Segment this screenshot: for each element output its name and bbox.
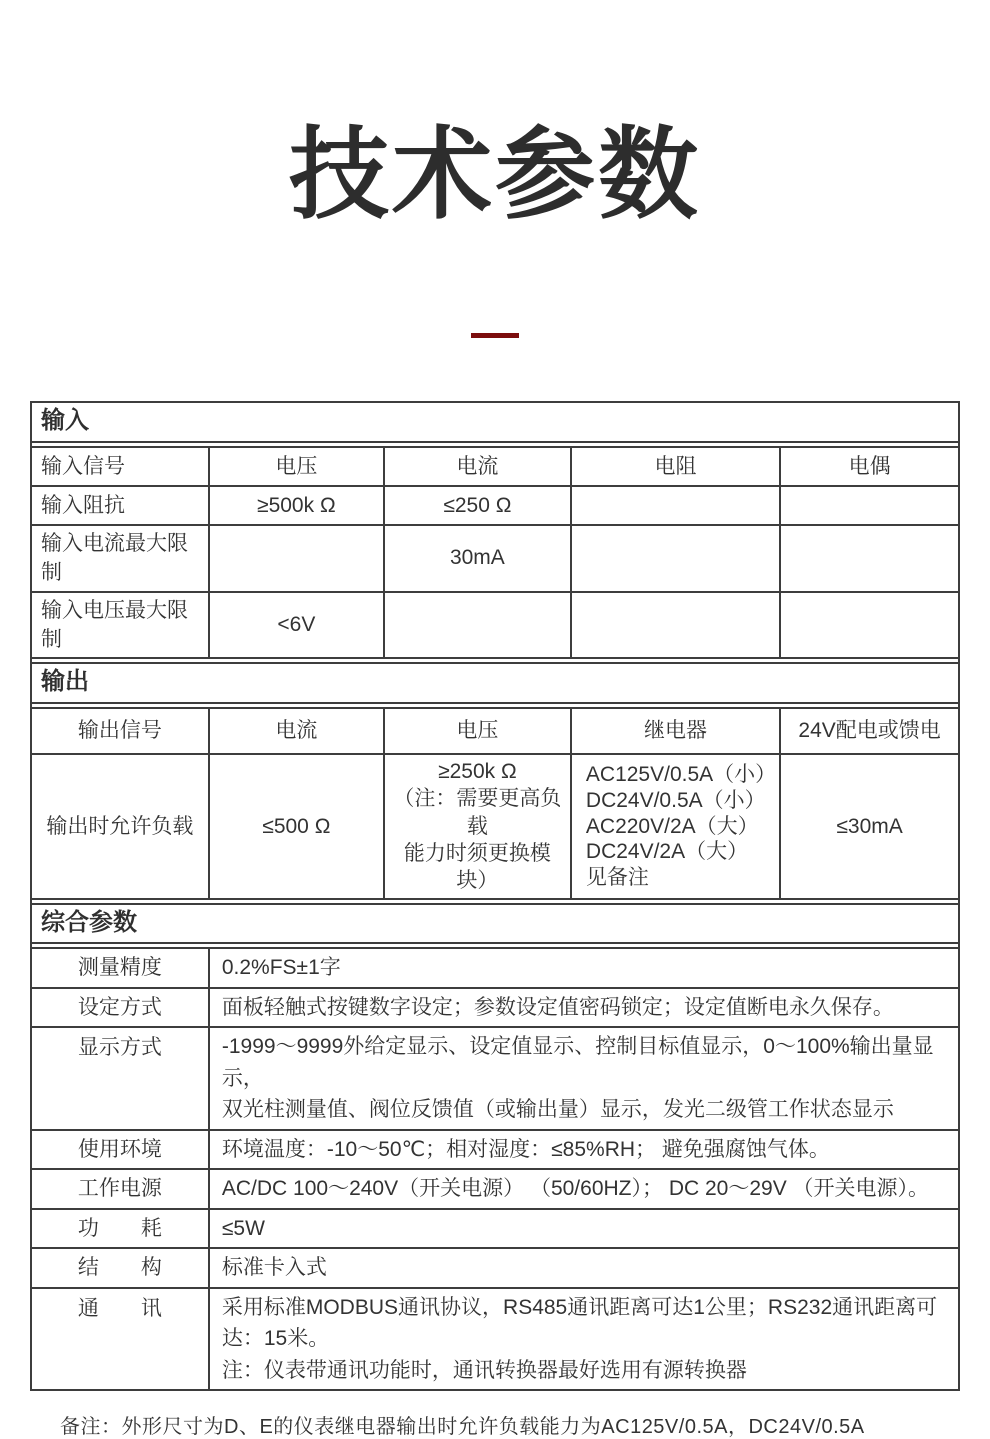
voltage-load-cell (384, 754, 571, 898)
table-row (32, 708, 958, 754)
cell-line: DC24V/2A（大） (585, 840, 749, 864)
cell: ≤500 Ω (209, 754, 384, 898)
cell: 24V配电或馈电 (780, 708, 958, 754)
row-label: 显示方式 (32, 1027, 209, 1130)
output-table (32, 707, 958, 899)
table-row (32, 486, 958, 525)
row-label: 结 构 (32, 1248, 209, 1288)
table-row (32, 592, 958, 659)
cell: 电阻 (571, 447, 780, 486)
cell-line: AC/DC 100～240V（开关电源） （50/60HZ）； DC 20～29V （开关电源）。 (221, 1177, 930, 1201)
cell: 30mA (384, 525, 571, 592)
table-row (32, 988, 958, 1028)
cell (571, 525, 780, 592)
row-label: 输出时允许负载 (32, 754, 209, 898)
cell: 电流 (384, 447, 571, 486)
cell: 电压 (384, 708, 571, 754)
cell-line: 0.2%FS±1字 (221, 956, 341, 980)
row-label: 通 讯 (32, 1288, 209, 1390)
input-table (32, 446, 958, 660)
row-label: 测量精度 (32, 948, 209, 988)
output-section-title: 输出 (32, 662, 958, 704)
row-label: 输入电流最大限制 (32, 525, 209, 592)
cell-line: （注：需要更高负载 (393, 787, 562, 838)
cell-line: 标准卡入式 (221, 1256, 327, 1280)
cell-line: ≥250k Ω (438, 760, 517, 784)
row-label: 设定方式 (32, 988, 209, 1028)
cell: ≤30mA (780, 754, 958, 898)
cell-line: 双光柱测量值、阀位反馈值（或输出量）显示，发光二级管工作状态显示 (221, 1098, 894, 1122)
footnote: 备注：外形尺寸为D、E的仪表继电器输出时允许负载能力为AC125V/0.5A，DC24V/0.5A (60, 1416, 865, 1439)
table-row (32, 1288, 958, 1390)
general-table (32, 947, 958, 1389)
table-row (32, 447, 958, 486)
cell: 电流 (209, 708, 384, 754)
table-row (32, 948, 958, 988)
cell (571, 486, 780, 525)
row-label: 工作电源 (32, 1169, 209, 1209)
cell: ≤250 Ω (384, 486, 571, 525)
cell-line: AC125V/0.5A（小） (585, 763, 777, 787)
cell-line: 环境温度：-10～50℃；相对湿度：≤85%RH； 避免强腐蚀气体。 (221, 1137, 830, 1161)
cell-line: 面板轻触式按键数字设定；参数设定值密码锁定；设定值断电永久保存。 (221, 995, 894, 1019)
cell-line: DC24V/0.5A（小） (585, 788, 766, 812)
cell-line: -1999～9999外给定显示、设定值显示、控制目标值显示，0～100%输出量显示， (221, 1035, 934, 1090)
cell (209, 1130, 958, 1170)
cell (384, 592, 571, 659)
cell (209, 988, 958, 1028)
cell (209, 1248, 958, 1288)
cell (780, 592, 958, 659)
cell-line: ≤5W (221, 1216, 265, 1240)
relay-load-cell (571, 754, 780, 898)
row-label: 功 耗 (32, 1209, 209, 1249)
cell-line: AC220V/2A（大） (585, 814, 759, 838)
table-row (32, 1209, 958, 1249)
table-row (32, 1248, 958, 1288)
cell (209, 948, 958, 988)
table-row (32, 1130, 958, 1170)
table-row (32, 754, 958, 898)
cell-line: 注：仪表带通讯功能时，通讯转换器最好选用有源转换器 (221, 1358, 747, 1382)
row-label: 使用环境 (32, 1130, 209, 1170)
row-label: 输入信号 (32, 447, 209, 486)
row-label: 输入电压最大限制 (32, 592, 209, 659)
cell (209, 1209, 958, 1249)
table-row (32, 1169, 958, 1209)
cell-line: 能力时须更换模块） (403, 842, 551, 893)
title-underline-accent (471, 333, 519, 338)
cell: 电偶 (780, 447, 958, 486)
spec-table (30, 401, 960, 1391)
cell: 电压 (209, 447, 384, 486)
table-row (32, 1027, 958, 1130)
input-section-title: 输入 (32, 403, 958, 443)
row-label: 输入阻抗 (32, 486, 209, 525)
cell: ≥500k Ω (209, 486, 384, 525)
cell (780, 525, 958, 592)
cell-line: 采用标准MODBUS通讯协议，RS485通讯距离可达1公里；RS232通讯距离可达：15米。 (221, 1295, 938, 1351)
cell (780, 486, 958, 525)
cell (209, 1288, 958, 1390)
cell (571, 592, 780, 659)
general-section-title: 综合参数 (32, 903, 958, 945)
cell (209, 525, 384, 592)
table-row (32, 525, 958, 592)
page-title: 技术参数 (289, 119, 701, 231)
row-label: 输出信号 (32, 708, 209, 754)
cell: 继电器 (571, 708, 780, 754)
cell (209, 1169, 958, 1209)
cell: <6V (209, 592, 384, 659)
cell-line: 见备注 (585, 865, 649, 889)
cell (209, 1027, 958, 1130)
